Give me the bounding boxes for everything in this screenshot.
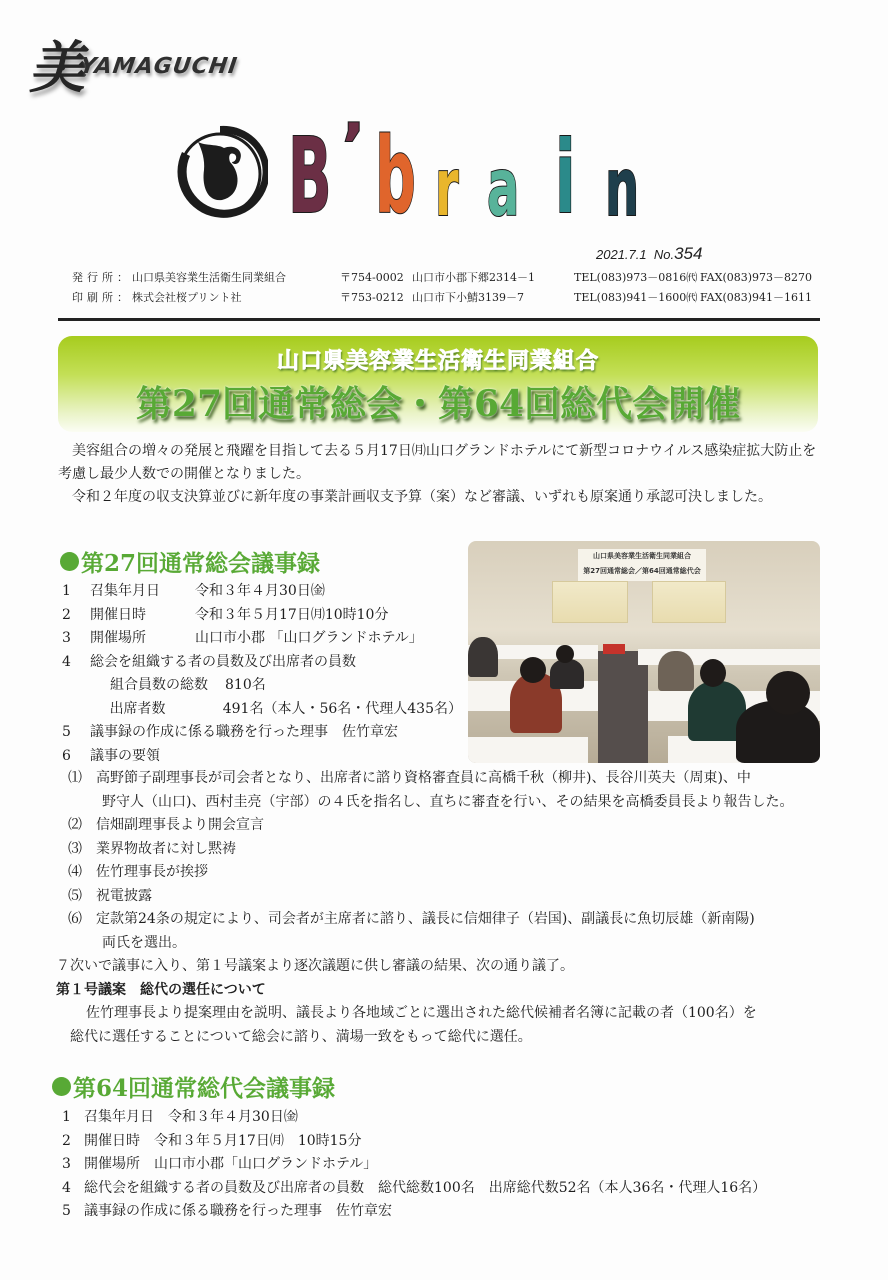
- proceeding-number: ⑸: [68, 887, 82, 904]
- proceeding-text: 祝電披露: [96, 887, 152, 904]
- photo-person: [700, 659, 726, 687]
- list-item: [62, 745, 462, 769]
- item-value: 山口市小郡「山口グランドホテル」: [154, 1156, 378, 1172]
- header-divider: [58, 318, 820, 321]
- list-item: [62, 604, 462, 628]
- brand-letter: i: [554, 119, 576, 236]
- item-number: 5: [62, 1203, 71, 1219]
- brand-letter: r: [434, 141, 459, 234]
- issue-label: No.: [653, 247, 675, 262]
- publisher-name: 山口県美容業生活衛生同業組合: [132, 271, 286, 284]
- item-value: 総代総数100名 出席総代数52名（本人36名・代理人16名）: [378, 1179, 767, 1196]
- photo-sign-line: 第27回通常総会／第64回通常総代会: [583, 567, 701, 575]
- photo-podium: [603, 644, 625, 654]
- list-item: [62, 627, 462, 651]
- issue-number: 354: [674, 244, 703, 263]
- section-heading-text: 第27回通常総会議事録: [81, 550, 321, 577]
- photo-shelf: [552, 581, 628, 623]
- item-label: 議事録の作成に係る職務を行った理事: [84, 1203, 322, 1219]
- proceeding-text: 佐竹理事長が挨拶: [96, 864, 208, 880]
- list-subitem: [62, 698, 462, 722]
- item-number: 2: [62, 1132, 71, 1149]
- intro-paragraph: 美容組合の増々の発展と飛躍を目指して去る５月17日㈪山口グランドホテルにて新型コロナウイルス感染症拡大防止を考慮し最少人数での開催となりました。: [58, 443, 817, 482]
- motion-body: 総代に選任することについて総会に諮り、満場一致をもって総代に選任。: [70, 1028, 532, 1045]
- photo-person: [556, 645, 574, 663]
- delegates-meeting-items: [62, 1106, 832, 1224]
- proceeding-number: ⑶: [68, 840, 82, 857]
- item-number: 4: [62, 653, 71, 670]
- publisher-fax: FAX(083)973－8270: [700, 271, 813, 284]
- item-value: 令和３年４月30日㈮: [168, 1109, 298, 1125]
- meeting-photo: [468, 541, 820, 763]
- item-number: 5: [62, 724, 71, 740]
- item-label: 開催日時: [90, 606, 146, 623]
- printer-zip: 〒753-0212: [340, 291, 404, 304]
- publisher-key: 発行所：: [72, 271, 132, 284]
- publisher-row: [72, 268, 832, 288]
- item-label: 総会を組織する者の員数及び出席者の員数: [90, 653, 356, 670]
- list-item: [62, 721, 462, 745]
- brand-letter-b: B: [288, 115, 333, 237]
- proceeding-number: ⑷: [68, 864, 82, 880]
- brand-apostrophe: ’: [342, 111, 365, 181]
- item-number: 3: [62, 1156, 71, 1172]
- photo-person: [658, 651, 694, 691]
- photo-person: [766, 671, 810, 715]
- photo-sign-line: 山口県美容業生活衛生同業組合: [593, 552, 691, 560]
- brand-letter: a: [486, 141, 520, 234]
- list-item: [62, 651, 462, 675]
- printer-tel: TEL(083)941－1600㈹: [574, 291, 698, 304]
- photo-person: [550, 659, 584, 689]
- proceeding-text-cont: 野守人（山口)、西村圭亮（宇部）の４氏を指名し、直ちに審査を行い、その結果を高橋委員長より報告した。: [102, 793, 794, 810]
- proceeding-text: 定款第24条の規定により、司会者が主席者に諮り、議長に信畑律子（岩国)、副議長に魚切辰雄（新南陽): [96, 911, 755, 927]
- photo-sign: [578, 549, 706, 581]
- proceeding-number: ⑴: [68, 770, 82, 786]
- printer-name: 株式会社桜プリント社: [132, 291, 242, 304]
- proceeding-number: ⑹: [68, 911, 82, 927]
- photo-table: [468, 737, 588, 763]
- bullet-dot-icon: [60, 552, 79, 571]
- yamaguchi-script-logo: YAMAGUCHI: [78, 54, 240, 79]
- obrain-wordmark: [288, 111, 661, 237]
- proceeding-item: [62, 861, 832, 885]
- item-number: 1: [62, 583, 71, 599]
- list-item: [62, 1106, 832, 1130]
- photo-aisle: [598, 651, 648, 763]
- item-label: 開催日時: [84, 1132, 140, 1149]
- item-number: 6: [62, 747, 71, 764]
- brand-letter: n: [604, 141, 639, 234]
- item-label: 出席者数: [109, 700, 166, 717]
- list-item: [62, 1177, 832, 1201]
- item-number: 4: [62, 1179, 71, 1196]
- general-meeting-items: [62, 580, 462, 768]
- intro-text: [58, 440, 828, 509]
- banner-subtitle: 山口県美容業生活衛生同業組合: [276, 348, 599, 374]
- printer-fax: FAX(083)941－1611: [700, 291, 813, 304]
- item-label: 議事録の作成に係る職務を行った理事: [90, 724, 328, 740]
- item-number: 3: [62, 630, 71, 646]
- list-item: [62, 1153, 832, 1177]
- intro-paragraph: 令和２年度の収支決算並びに新年度の事業計画収支予算（案）など審議、いずれも原案通り承認可決しました。: [72, 489, 772, 505]
- item-spacer: [62, 698, 90, 722]
- photo-shelf: [652, 581, 726, 623]
- proceeding-text-cont: 両氏を選出。: [102, 934, 186, 951]
- printer-key: 印刷所：: [72, 291, 132, 304]
- item-value: 令和３年４月30日㈮: [195, 583, 325, 599]
- proceeding-text: 信畑副理事長より開会宣言: [96, 817, 264, 833]
- item-value: 810名: [225, 677, 266, 693]
- bullet-dot-icon: [52, 1077, 71, 1096]
- list-subitem: [62, 674, 462, 698]
- section-heading-text: 第64回通常総代会議事録: [73, 1075, 336, 1102]
- headline-banner: [58, 336, 818, 432]
- bi-calligraphy-logo: 美: [26, 35, 97, 101]
- issue-info: [596, 244, 702, 264]
- pitcher-circle-icon: [172, 122, 268, 222]
- list-item: [62, 580, 462, 604]
- item-spacer: [62, 674, 90, 698]
- proceedings: [56, 767, 832, 1049]
- printer-address: 山口市下小鯖3139－7: [412, 291, 524, 304]
- motion-title: 第１号議案 総代の選任について: [56, 981, 266, 998]
- publisher-address: 山口市小郡下郷2314－1: [412, 271, 535, 284]
- item-label: 組合員数の総数: [110, 677, 208, 693]
- section-heading-delegates-meeting: [52, 1070, 335, 1103]
- item-number: 2: [62, 606, 71, 623]
- item-label: 召集年月日: [90, 583, 160, 599]
- step-7-text: ７次いで議事に入り、第１号議案より逐次議題に供し審議の結果、次の通り議了。: [56, 958, 574, 974]
- proceeding-item: [62, 838, 832, 862]
- motion-body: 佐竹理事長より提案理由を説明、議長より各地域ごとに選出された総代候補者名簿に記載の者（100名）を: [86, 1005, 757, 1021]
- proceeding-item: [62, 767, 832, 791]
- item-value: 佐竹章宏: [336, 1203, 392, 1219]
- photo-person: [468, 637, 498, 677]
- item-value: 491名（本人・56名・代理人435名）: [222, 700, 462, 717]
- proceeding-number: ⑵: [68, 817, 82, 833]
- masthead: [0, 0, 888, 240]
- proceeding-text: 業界物故者に対し黙祷: [96, 840, 236, 857]
- list-item: [62, 1130, 832, 1154]
- brand-letter: b: [374, 115, 416, 237]
- photo-person: [520, 657, 546, 683]
- banner-title: 第27回通常総会・第64回総代会開催: [135, 383, 741, 425]
- item-value: 令和３年５月17日㈪10時10分: [195, 606, 389, 623]
- item-number: 1: [62, 1109, 71, 1125]
- list-item: [62, 1200, 832, 1224]
- item-value: 令和３年５月17日㈪ 10時15分: [154, 1132, 362, 1149]
- proceeding-text: 高野節子副理事長が司会者となり、出席者に諮り資格審査員に高橋千秋（柳井)、長谷川英夫（周東)、中: [96, 770, 751, 786]
- item-label: 開催場所: [90, 630, 146, 646]
- item-label: 召集年月日: [84, 1109, 154, 1125]
- printer-row: [72, 288, 832, 308]
- section-heading-general-meeting: [60, 545, 320, 578]
- publisher-tel: TEL(083)973－0816㈹: [574, 271, 698, 284]
- proceeding-item: [62, 885, 832, 909]
- proceeding-item: [62, 814, 832, 838]
- publisher-zip: 〒754-0002: [340, 271, 404, 284]
- item-label: 議事の要領: [90, 747, 160, 764]
- issue-date: 2021.7.1: [596, 247, 647, 262]
- item-value: 山口市小郡 「山口グランドホテル」: [195, 630, 423, 646]
- proceeding-item: [62, 908, 832, 932]
- publisher-info: [72, 268, 832, 308]
- item-value: 佐竹章宏: [342, 724, 398, 740]
- item-label: 総代会を組織する者の員数及び出席者の員数: [84, 1179, 364, 1196]
- item-label: 開催場所: [84, 1156, 140, 1172]
